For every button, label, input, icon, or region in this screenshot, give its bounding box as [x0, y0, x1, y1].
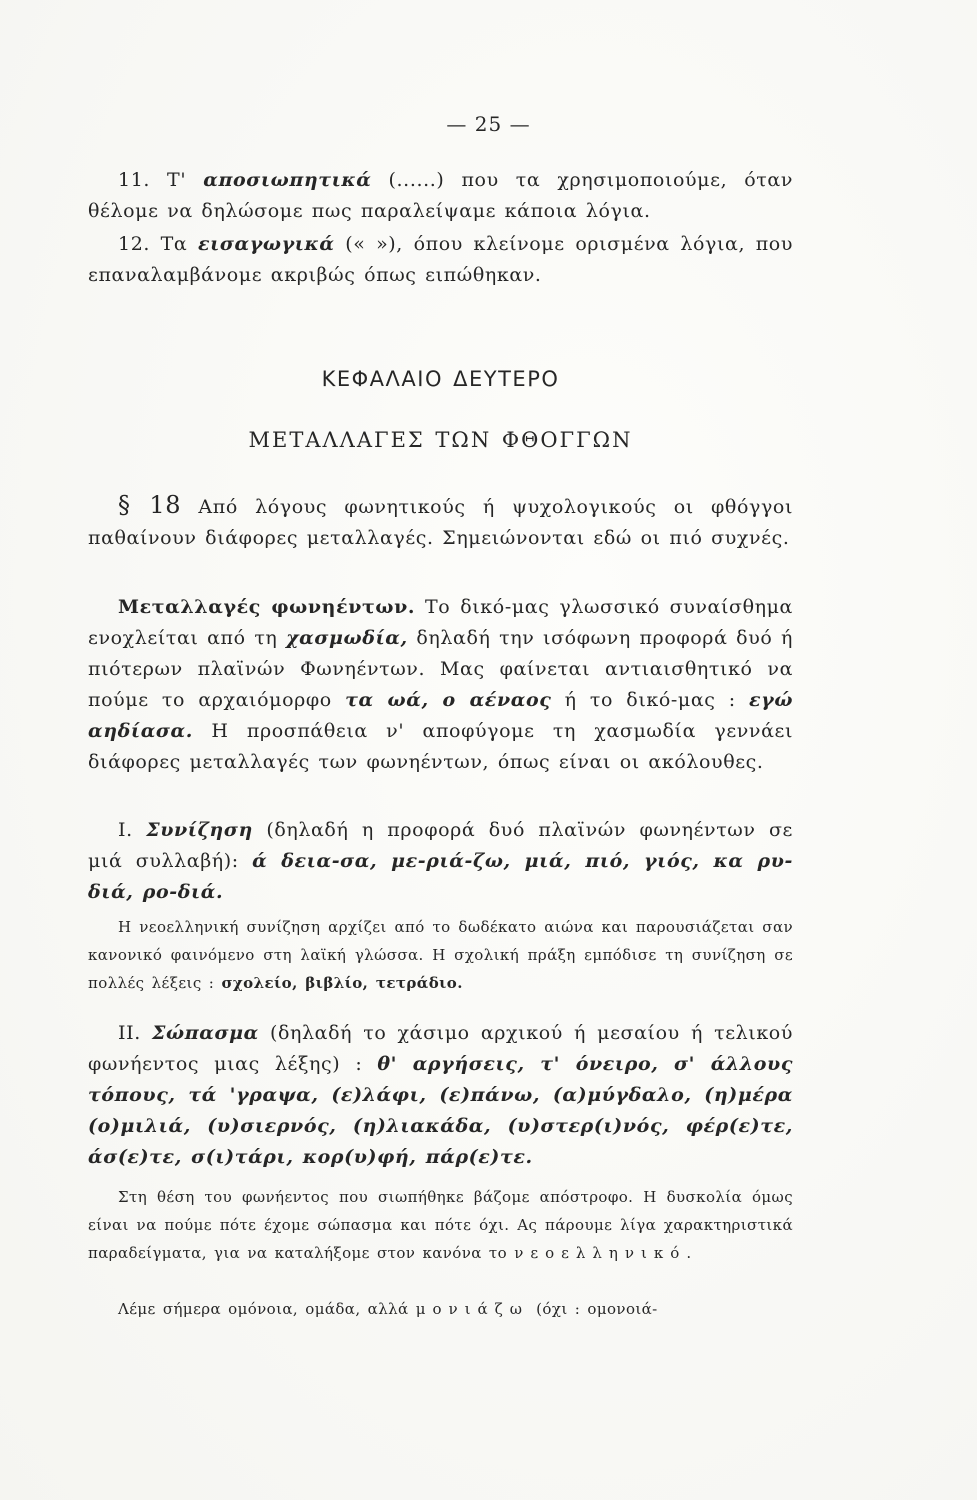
synizesis	[88, 815, 793, 908]
elision-note	[88, 1183, 793, 1267]
chapter-heading: ΚΕΦΑΛΑΙΟ ΔΕΥΤΕΡΟ	[321, 367, 560, 391]
item-12	[88, 229, 793, 291]
own-example: εγώ αηδίασα.	[88, 689, 794, 742]
synizesis-number: Ι.	[118, 819, 133, 841]
elision-note-spaced: νεοελληνικό.	[514, 1244, 699, 1262]
hiatus-term: χασμωδία,	[286, 627, 408, 649]
elision-examples: θ' αργήσεις, τ' όνειρο, σ' άλλους τόπους, τά 'γραψα, (ε)λάφι, (ε)πάνω, (α)μύγδαλο, (η)μέρα (ο)μιλιά, (υ)σιερνός, (η)λιακάδα, (υ)στερ(ι)νός, φέρ(ε)τε, άσ(ε)τε, σ(ι)τάρι, κορ(υ)φή, πάρ(ε)τε.	[88, 1053, 794, 1168]
elision-note-2-spaced: μονιάζω	[415, 1300, 529, 1318]
item-11-number: 11. Τ'	[118, 169, 187, 191]
elision-number: ΙΙ.	[118, 1022, 141, 1044]
elision-note-paragraph	[88, 1183, 793, 1267]
item-12-term: εισαγωγικά	[197, 233, 335, 255]
vowel-changes-text-3: ή το δικό-μας :	[564, 689, 736, 711]
vowel-changes-paragraph	[88, 592, 793, 778]
vowel-changes	[88, 592, 793, 778]
elision-note-2-end: (όχι : ομονοιά-	[536, 1300, 658, 1318]
item-11-paragraph	[88, 165, 793, 227]
vowel-changes-text-2: δηλαδή την ισόφωνη προφορά δυό ή πιότερων πλαϊνών Φωνηέντων. Μας φαίνεται αντιαισθητικό να πούμε το αρχαιόμορφο	[88, 627, 794, 711]
elision-note-2-text: Λέμε σήμερα ομόνοια, ομάδα, αλλά	[118, 1300, 409, 1318]
vowel-changes-text-1: Το δικό-μας γλωσσικό συναίσθημα ενοχλείται από τη	[88, 596, 793, 649]
archaic-example: τα ωά, ο αέναος	[345, 689, 552, 711]
elision-definition: (δηλαδή το χάσιμο αρχικού ή μεσαίου ή τελικού φωνήεντος μιας λέξης) :	[88, 1022, 793, 1075]
synizesis-definition: (δηλαδή η προφορά δυό πλαϊνών φωνηέντων σε μιά συλλαβή):	[88, 819, 793, 872]
elision-note-2-paragraph	[88, 1295, 793, 1323]
elision-note-2	[88, 1295, 793, 1323]
item-11	[88, 165, 793, 227]
item-12-text: (« »), όπου κλείνομε ορισμένα λόγια, που επαναλαμβάνομε ακριβώς όπως ειπώθηκαν.	[88, 233, 793, 286]
elision	[88, 1018, 793, 1173]
item-12-paragraph	[88, 229, 793, 291]
item-12-number: 12. Τα	[118, 233, 188, 255]
synizesis-term: Συνίζηση	[146, 819, 253, 841]
elision-paragraph	[88, 1018, 793, 1173]
elision-note-text: Στη θέση του φωνήεντος που σιωπήθηκε βάζομε απόστροφο. Η δυσκολία όμως είναι να πούμε πότε έχομε σώπασμα και πότε όχι. Ας πάρουμε λίγα χαρακτηριστικά παραδείγματα, για να καταλήξομε στον κανόνα το	[88, 1188, 793, 1262]
section-18-text: Από λόγους φωνητικούς ή ψυχολογικούς οι φθόγγοι παθαίνουν διάφορες μεταλλαγές. Σημειώνονται εδώ οι πιό συχνές.	[88, 496, 794, 549]
synizesis-note-text: Η νεοελληνική συνίζηση αρχίζει από το δωδέκατο αιώνα και παρουσιάζεται σαν κανονικό φαινόμενο στη λαϊκή γλώσσα. Η σχολική πράξη εμπόδισε τη συνίζηση σε πολλές λέξεις :	[88, 918, 793, 992]
item-11-text: (......) που τα χρησιμοποιούμε, όταν θέλομε να δηλώσομε πως παραλείψαμε κάποια λόγια.	[88, 169, 793, 222]
section-18	[88, 490, 793, 554]
item-11-term: αποσιωπητικά	[203, 169, 372, 191]
chapter-title: ΜΕΤΑΛΛΑΓΕΣ ΤΩΝ ΦΘΟΓΓΩΝ	[248, 428, 633, 452]
synizesis-examples: ά δεια-σα, με-ριά-ζω, μιά, πιό, γιός, κα ρυ-διά, ρο-διά.	[88, 850, 794, 903]
vowel-changes-text-4: Η προσπάθεια ν' αποφύγομε τη χασμωδία γεννάει διάφορες μεταλλαγές των φωνηέντων, όπως είναι οι ακόλουθες.	[88, 720, 793, 773]
synizesis-note	[88, 913, 793, 997]
section-18-paragraph	[88, 490, 793, 554]
synizesis-note-examples: σχολείο, βιβλίο, τετράδιο.	[221, 974, 463, 992]
elision-term: Σώπασμα	[152, 1022, 259, 1044]
page-number: — 25 —	[446, 112, 531, 136]
synizesis-note-paragraph	[88, 913, 793, 997]
section-mark: § 18	[118, 491, 182, 519]
synizesis-paragraph	[88, 815, 793, 908]
vowel-changes-heading: Μεταλλαγές φωνηέντων.	[118, 596, 416, 618]
